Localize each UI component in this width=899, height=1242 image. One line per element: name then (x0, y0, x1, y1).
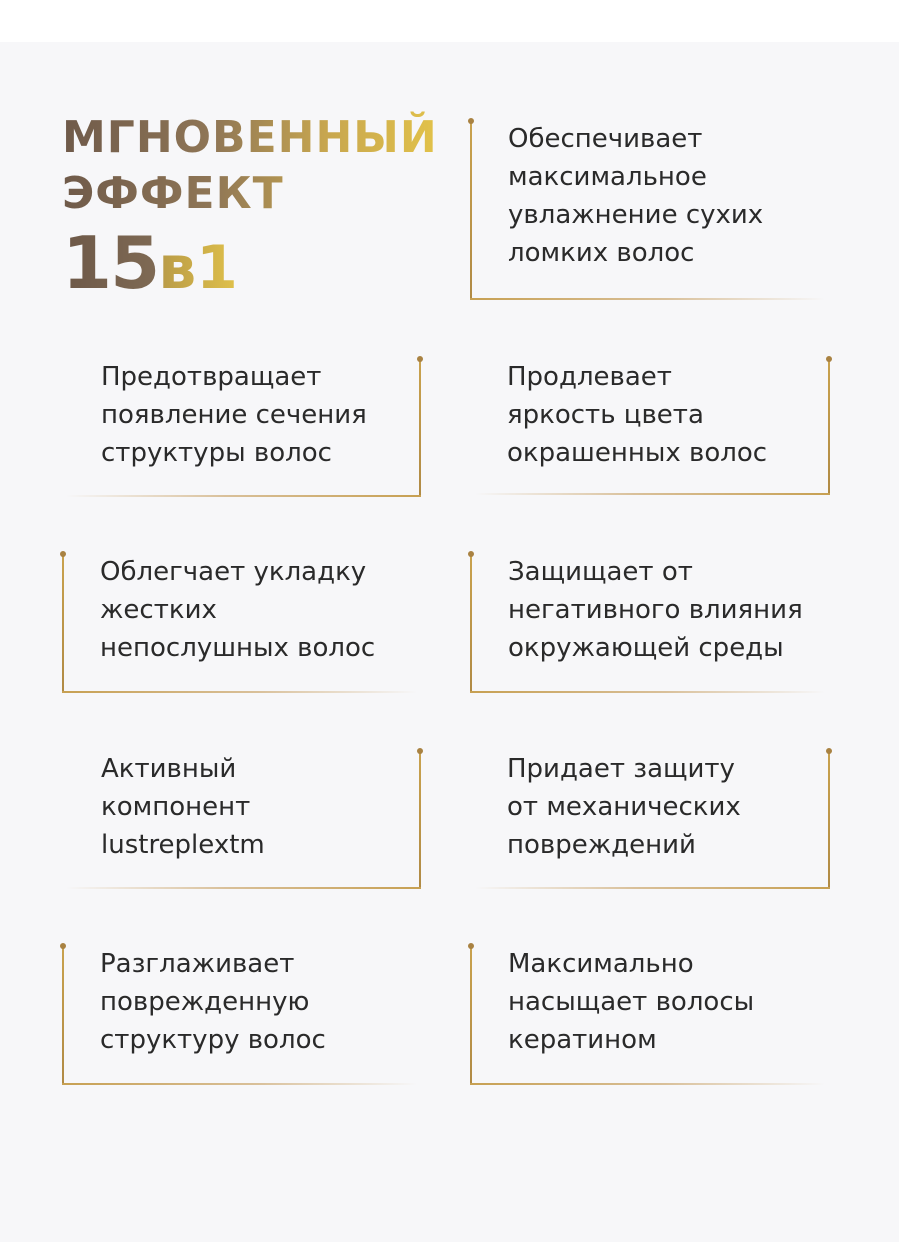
feature-line: Продлевает (507, 362, 672, 392)
feature-item (475, 358, 830, 495)
feature-item (475, 750, 830, 889)
feature-line: ломких волос (508, 238, 695, 268)
bracket-vertical-line (62, 947, 64, 1085)
bracket-vertical-line (470, 555, 472, 693)
feature-line: Разглаживает (100, 949, 295, 979)
feature-line: яркость цвета (507, 400, 704, 430)
bracket-dot (826, 356, 832, 362)
bracket-bottom-line (470, 691, 825, 693)
feature-line: окружающей среды (508, 633, 784, 663)
bracket-dot (60, 551, 66, 557)
feature-line: появление сечения (101, 400, 367, 430)
feature-line: повреждений (507, 830, 696, 860)
feature-item (66, 750, 421, 889)
bracket-vertical-line (828, 752, 830, 889)
feature-line: поврежденную (100, 987, 310, 1017)
feature-line: увлажнение сухих (508, 200, 764, 230)
bracket-bottom-line (62, 691, 417, 693)
feature-line: структуры волос (101, 438, 332, 468)
bracket-bottom-line (62, 1083, 417, 1085)
feature-text (101, 750, 265, 864)
feature-line: Защищает от (508, 557, 693, 587)
bracket-dot (417, 748, 423, 754)
bracket-bottom-line (475, 493, 830, 495)
bracket-bottom-line (470, 1083, 825, 1085)
headline-line-2: ЭФФЕКТ (62, 166, 438, 222)
bracket-vertical-line (828, 360, 830, 495)
feature-line: Облегчает укладку (100, 557, 367, 587)
bracket-bottom-line (475, 887, 830, 889)
feature-line: кератином (508, 1025, 657, 1055)
feature-text (100, 945, 326, 1059)
bracket-dot (468, 943, 474, 949)
headline-line-1: МГНОВЕННЫЙ (62, 110, 438, 166)
bracket-dot (826, 748, 832, 754)
feature-item (470, 945, 825, 1085)
headline-suffix: в1 (158, 233, 238, 303)
feature-text (508, 120, 763, 272)
feature-text (101, 358, 367, 472)
feature-item (62, 945, 417, 1085)
feature-text (508, 945, 754, 1059)
headline-number: 15 (62, 221, 159, 305)
feature-line: насыщает волосы (508, 987, 755, 1017)
feature-line: окрашенных волос (507, 438, 768, 468)
feature-line: негативного влияния (508, 595, 803, 625)
headline-count (62, 221, 438, 314)
bracket-dot (468, 551, 474, 557)
bracket-vertical-line (419, 752, 421, 889)
feature-line: компонент (101, 792, 251, 822)
feature-text (507, 358, 767, 472)
bracket-bottom-line (470, 298, 825, 300)
bracket-dot (468, 118, 474, 124)
bracket-vertical-line (470, 947, 472, 1085)
bracket-vertical-line (419, 360, 421, 497)
feature-line: жестких (100, 595, 217, 625)
feature-line: Активный (101, 754, 237, 784)
feature-text (100, 553, 375, 667)
bracket-bottom-line (66, 887, 421, 889)
feature-line: структуру волос (100, 1025, 326, 1055)
feature-line: Придает защиту (507, 754, 735, 784)
feature-line: от механических (507, 792, 741, 822)
feature-line: Предотвращает (101, 362, 322, 392)
feature-line: максимальное (508, 162, 707, 192)
bracket-vertical-line (62, 555, 64, 693)
feature-text (508, 553, 803, 667)
feature-item (66, 358, 421, 497)
headline (62, 110, 438, 314)
feature-line: Максимально (508, 949, 694, 979)
feature-item (62, 553, 417, 693)
bracket-dot (60, 943, 66, 949)
feature-item (470, 553, 825, 693)
feature-text (507, 750, 741, 864)
feature-line: Обеспечивает (508, 124, 703, 154)
bracket-vertical-line (470, 122, 472, 300)
feature-line: непослушных волос (100, 633, 376, 663)
feature-line: lustreplextm (101, 830, 265, 860)
bracket-bottom-line (66, 495, 421, 497)
feature-item (470, 120, 825, 300)
bracket-dot (417, 356, 423, 362)
